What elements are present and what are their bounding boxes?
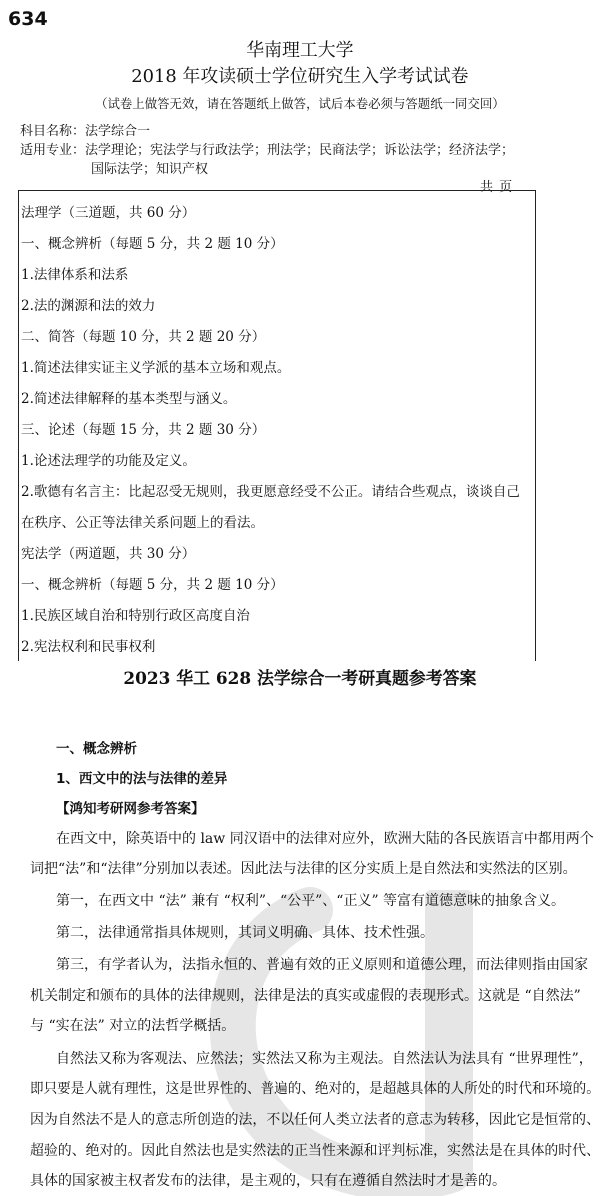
question-line: 二、简答（每题 10 分，共 2 题 20 分） xyxy=(21,329,266,345)
question-line: 一、概念辨析（每题 5 分，共 2 题 10 分） xyxy=(21,577,284,593)
question-box xyxy=(18,190,536,661)
answer-line: 在西文中，除英语中的 law 同汉语中的法律对应外，欧洲大陆的各民族语言中都用两个 xyxy=(56,831,594,847)
question-line: 宪法学（两道题，共 30 分） xyxy=(21,546,196,562)
question-line: 2.简述法律解释的基本类型与涵义。 xyxy=(21,391,237,407)
question-line: 1.法律体系和法系 xyxy=(21,267,129,283)
answer-line: 第三，有学者认为，法指永恒的、普遍有效的正义原则和道德公理，而法律则指由国家 xyxy=(56,957,588,973)
exam-title: 2018 年攻读硕士学位研究生入学考试试卷 xyxy=(131,66,469,87)
answer-line: 超验的、绝对的。因此自然法也是实然法的正当性来源和评判标准，实然法是在具体的时代、 xyxy=(30,1143,600,1159)
question-line: 1.论述法理学的功能及定义。 xyxy=(21,453,196,469)
question-line: 2.宪法权利和民事权利 xyxy=(21,639,156,655)
answer-title: 2023 华工 628 法学综合一考研真题参考答案 xyxy=(123,669,477,689)
applicable-majors-line-1: 适用专业：法学理论；宪法学与行政法学；刑法学；民商法学；诉讼法学；经济法学； xyxy=(20,143,515,158)
question-line: 1.民族区域自治和特别行政区高度自治 xyxy=(21,608,250,624)
section-heading: 一、概念辨析 xyxy=(56,741,137,757)
question-line: 法理学（三道题，共 60 分） xyxy=(21,205,196,221)
question-line: 1.简述法律实证主义学派的基本立场和观点。 xyxy=(21,360,291,376)
watermark-arc xyxy=(233,910,450,1178)
paper-code: 634 xyxy=(8,8,48,30)
answer-line: 即只要是人就有理性，这是世界性的、普遍的、绝对的，是超越具体的人所处的时代和环境的。 xyxy=(30,1081,600,1097)
university-name: 华南理工大学 xyxy=(246,40,354,61)
question-line: 在秩序、公正等法律关系问题上的看法。 xyxy=(21,515,264,531)
page-count: 共 页 xyxy=(480,180,513,195)
question-line: 一、概念辨析（每题 5 分，共 2 题 10 分） xyxy=(21,236,284,252)
question-line: 2.法的渊源和法的效力 xyxy=(21,298,156,314)
answer-line: 具体的国家被主权者发布的法律，是主观的，只有在遵循自然法时才是善的。 xyxy=(30,1173,506,1189)
answer-line: 与 “实在法” 对立的法哲学概括。 xyxy=(30,1018,236,1034)
item-heading: 1、西文中的法与法律的差异 xyxy=(56,771,228,787)
subject-name: 科目名称：法学综合一 xyxy=(20,124,151,139)
answer-line: 第一，在西文中 “法” 兼有 “权利”、“公平”、“正义” 等富有道德意味的抽象含义。 xyxy=(56,893,566,909)
question-line: 三、论述（每题 15 分，共 2 题 30 分） xyxy=(21,422,266,438)
answer-source: 【鸿知考研网参考答案】 xyxy=(56,801,205,817)
answer-line: 自然法又称为客观法、应然法；实然法又称为主观法。自然法认为法具有 “世界理性”， xyxy=(56,1051,593,1067)
answer-line: 词把“法”和“法律”分别加以表述。因此法与法律的区分实质上是自然法和实然法的区别。 xyxy=(30,861,577,877)
answer-line: 机关制定和颁布的具体的法律规则，法律是法的真实或虚假的表现形式。这就是 “自然法” xyxy=(30,988,581,1004)
applicable-majors-line-2: 国际法学；知识产权 xyxy=(91,162,209,177)
question-line: 2.歌德有名言主：比起忍受无规则，我更愿意经受不公正。请结合些观点，谈谈自己 xyxy=(21,484,520,500)
exam-notice: （试卷上做答无效，请在答题纸上做答，试后本卷必须与答题纸一同交回） xyxy=(95,96,505,111)
answer-line: 第二，法律通常指具体规则，其词义明确、具体、技术性强。 xyxy=(56,925,434,941)
answer-line: 因为自然法不是人的意志所创造的法，不以任何人类立法者的意志为转移，因此它是恒常的、 xyxy=(30,1112,600,1128)
